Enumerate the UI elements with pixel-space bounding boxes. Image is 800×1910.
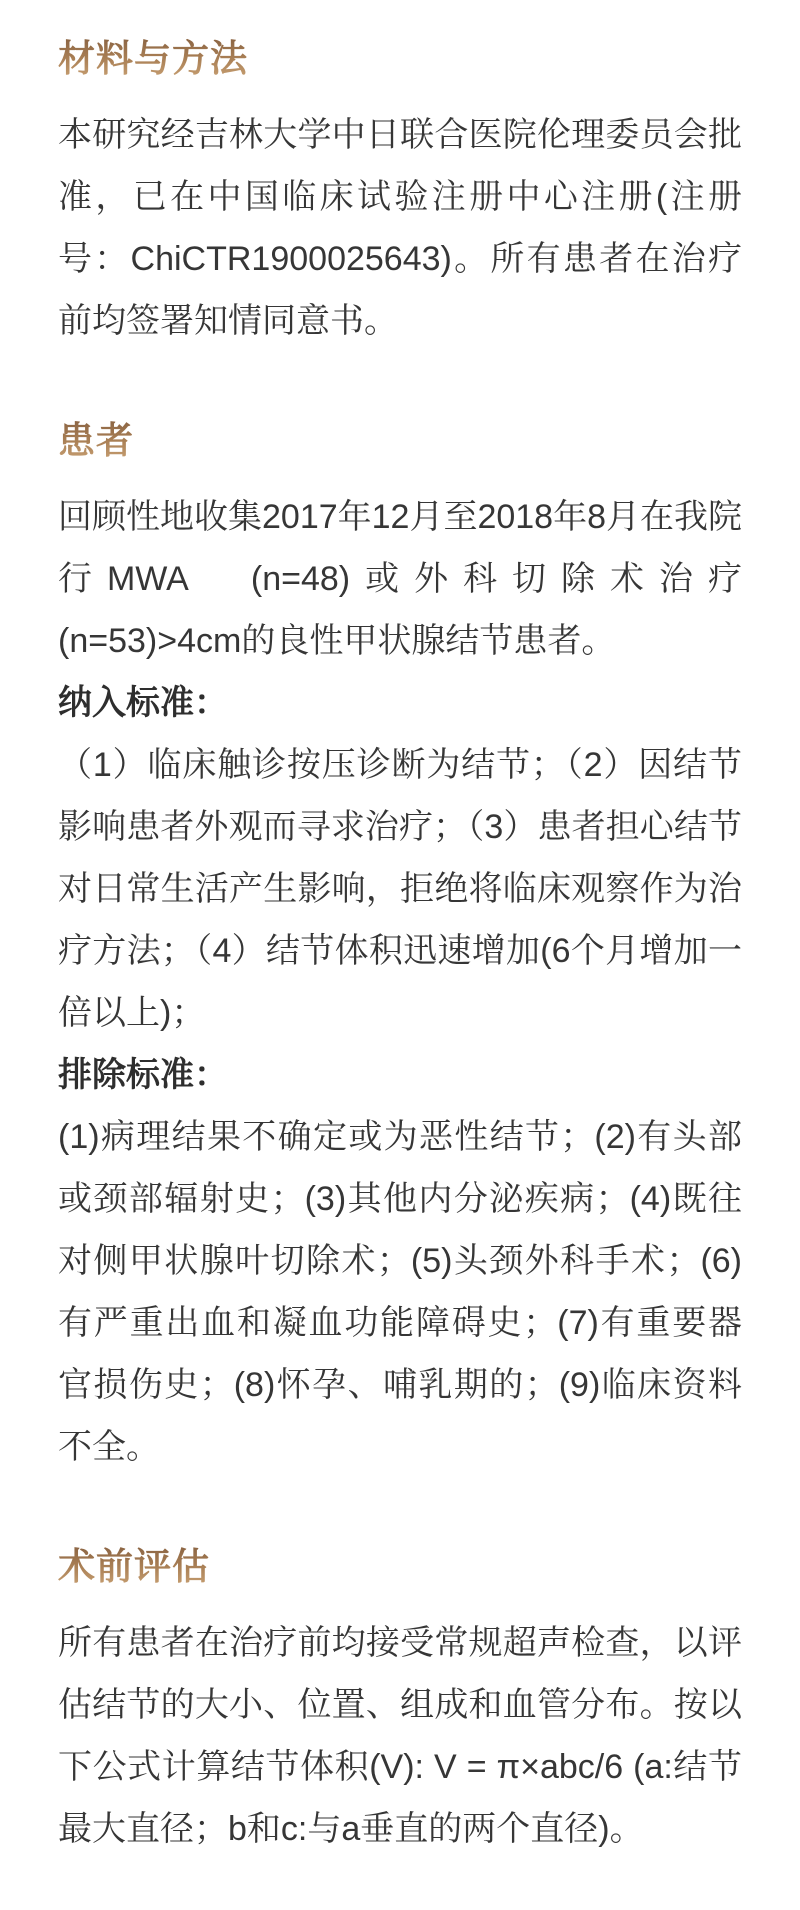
cohort-paragraph: 回顾性地收集2017年12月至2018年8月在我院行MWA (n=48)或外科切除术治疗(n=53)>4cm的良性甲状腺结节患者。 [58, 498, 742, 660]
ethics-registration-paragraph: 本研究经吉林大学中日联合医院伦理委员会批准，已在中国临床试验注册中心注册(注册号：ChiCTR1900025643)。所有患者在治疗前均签署知情同意书。 [58, 116, 742, 340]
inclusion-criteria-paragraph: （1）临床触诊按压诊断为结节；（2）因结节影响患者外观而寻求治疗；（3）患者担心结节对日常生活产生影响，拒绝将临床观察作为治疗方法；（4）结节体积迅速增加(6个月增加一倍以上)； [58, 746, 742, 1032]
exclusion-criteria-subheading: 排除标准： [58, 1056, 228, 1094]
materials-methods-heading: 材料与方法 [58, 36, 248, 84]
exclusion-criteria-paragraph: (1)病理结果不确定或为恶性结节；(2)有头部或颈部辐射史；(3)其他内分泌疾病；(4)既往对侧甲状腺叶切除术；(5)头颈外科手术；(6)有严重出血和凝血功能障碍史；(7)有重要器官损伤史；(8)怀孕、哺乳期的；(9)临床资料不全。 [58, 1118, 742, 1466]
preop-evaluation-paragraph: 所有患者在治疗前均接受常规超声检查，以评估结节的大小、位置、组成和血管分布。按以下公式计算结节体积(V): V = π×abc/6 (a:结节最大直径；b和c:与a垂直的两个直径)。 [58, 1624, 742, 1848]
inclusion-criteria-subheading: 纳入标准： [58, 684, 228, 722]
preop-evaluation-heading: 术前评估 [58, 1544, 210, 1592]
patients-heading: 患者 [58, 418, 134, 466]
